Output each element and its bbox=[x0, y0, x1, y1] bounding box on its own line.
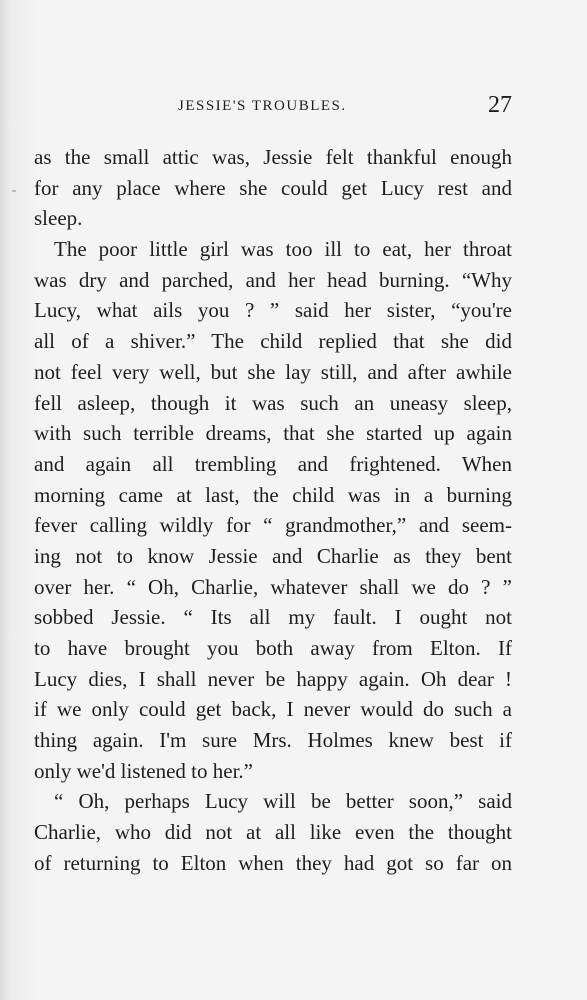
paragraph bbox=[34, 234, 512, 786]
text-line: Charlie, who did not at all like even the thought bbox=[34, 820, 512, 845]
running-title: JESSIE'S TROUBLES. bbox=[178, 98, 347, 114]
scan-speck bbox=[12, 190, 16, 192]
page-header bbox=[34, 92, 512, 122]
text-line: not feel very well, but she lay still, and after awhile bbox=[34, 359, 512, 384]
text-line: if we only could get back, I never would do such a bbox=[34, 697, 512, 722]
text-line: Lucy, what ails you ? ” said her sister, “you're bbox=[34, 298, 512, 323]
text-line: for any place where she could get Lucy rest and bbox=[34, 175, 512, 200]
paragraph bbox=[34, 142, 512, 234]
paragraph bbox=[34, 786, 512, 878]
text-line: and again all trembling and frightened. When bbox=[34, 451, 512, 476]
text-line: Lucy dies, I shall never be happy again. Oh dear ! bbox=[34, 666, 512, 691]
text-line: over her. “ Oh, Charlie, whatever shall we do ? ” bbox=[34, 574, 512, 599]
text-line: was dry and parched, and her head burning. “Why bbox=[34, 267, 512, 292]
text-line: The poor little girl was too ill to eat, her throat bbox=[54, 237, 512, 262]
text-line: ing not to know Jessie and Charlie as they bent bbox=[34, 543, 512, 568]
text-line: sleep. bbox=[34, 206, 83, 231]
text-line: thing again. I'm sure Mrs. Holmes knew best if bbox=[34, 728, 512, 753]
text-line: fever calling wildly for “ grandmother,” and seem- bbox=[34, 513, 512, 538]
text-line: to have brought you both away from Elton. If bbox=[34, 636, 512, 660]
text-line: morning came at last, the child was in a burning bbox=[34, 482, 512, 507]
text-line: with such terrible dreams, that she started up again bbox=[34, 421, 512, 446]
page-number: 27 bbox=[488, 92, 512, 118]
text-line: fell asleep, though it was such an uneasy sleep, bbox=[34, 390, 512, 415]
text-line: sobbed Jessie. “ Its all my fault. I ought not bbox=[34, 605, 512, 630]
text-line: only we'd listened to her.” bbox=[34, 758, 253, 783]
text-line: of returning to Elton when they had got so far on bbox=[34, 850, 512, 875]
text-line: all of a shiver.” The child replied that she did bbox=[34, 329, 512, 354]
text-line: “ Oh, perhaps Lucy will be better soon,” said bbox=[54, 789, 512, 814]
text-line: as the small attic was, Jessie felt thankful enough bbox=[34, 145, 512, 169]
body-text bbox=[34, 142, 512, 879]
